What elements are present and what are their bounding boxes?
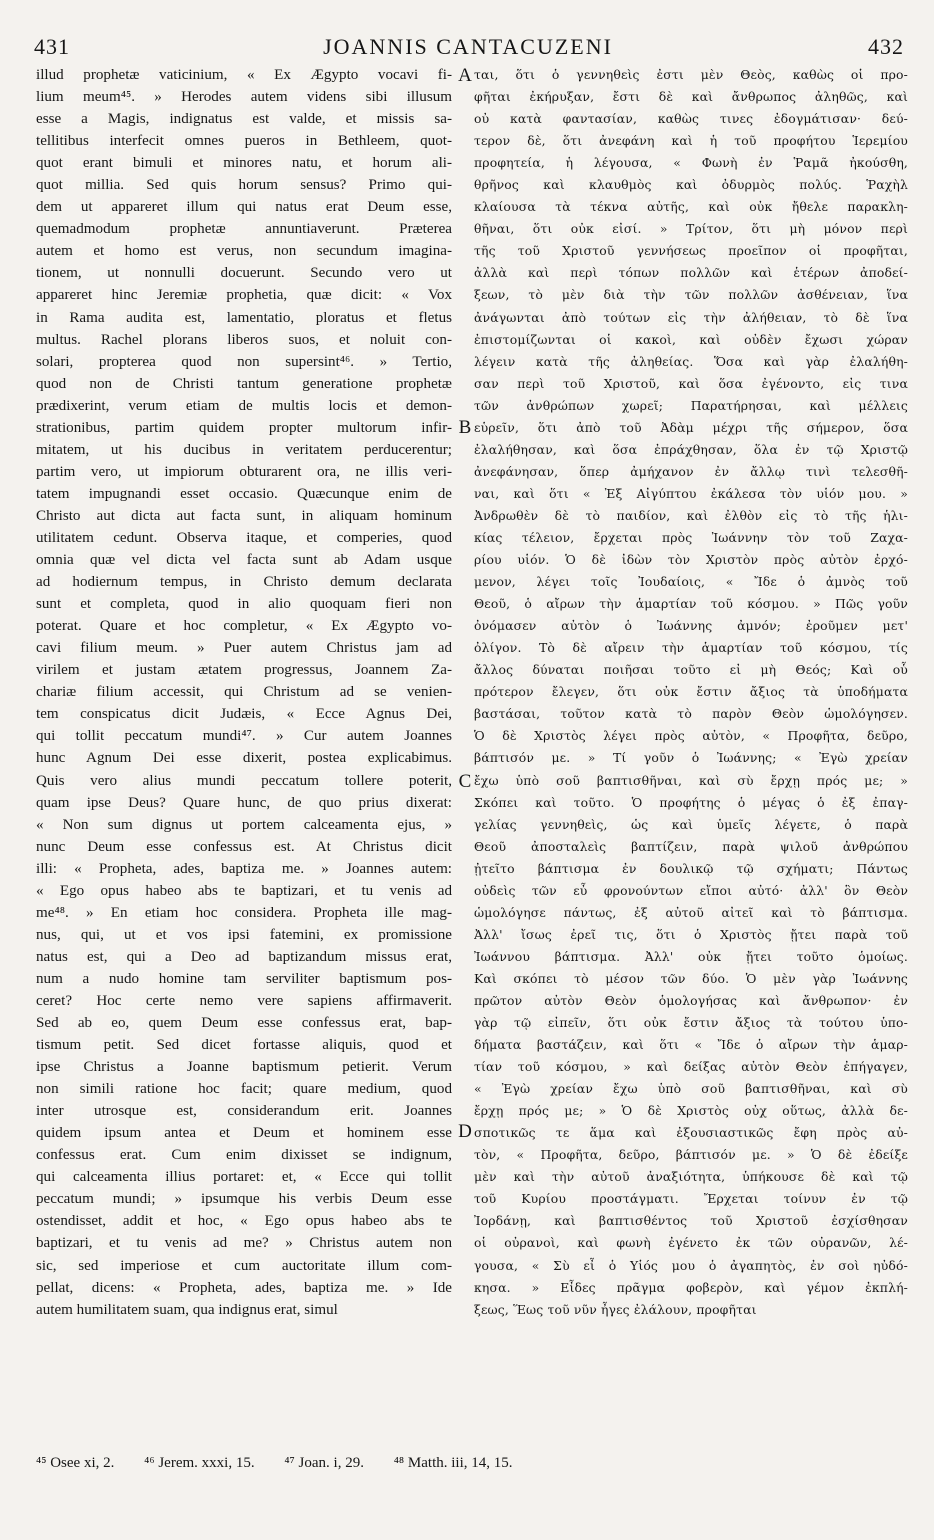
- latin-text-line: omnia quæ vel dicta vel facta sunt ab Adam usque: [36, 552, 452, 569]
- latin-text-line: cavi filium meum. » Puer autem Christus jam ad: [36, 640, 452, 657]
- latin-text-line: Christo aut dicta aut facta sunt, in aliquam hominum: [36, 507, 452, 524]
- greek-text-line: Ἰωάννου βάπτισμα. Ἀλλ' οὐκ ᾔτει τοῦτο ὁμοίως.: [474, 948, 908, 964]
- greek-text-line: Θεοῦ, ὁ αἴρων τὴν ἁμαρτίαν τοῦ κόσμου. » Πῶς γοῦν: [474, 596, 908, 612]
- latin-text-line: nunc Deum esse confessus est. At Christus dicit: [36, 838, 452, 855]
- greek-text-line: ᾐτεῖτο βάπτισμα ἐν δουλικῷ τῷ σχήματι; Πάντως: [474, 860, 908, 876]
- latin-text-line: prædixerint, verum etiam de multis locis et demon-: [36, 397, 452, 414]
- latin-text-line: strationibus, partim quidem propter multorum infir-: [36, 419, 452, 436]
- margin-marker-b: B: [458, 417, 472, 438]
- latin-text-line: mitatem, ut his ducibus in veritatem perducerentur;: [36, 441, 452, 458]
- greek-text-line: κίας τέλειον, ἔρχεται πρὸς Ἰωάννην τὸν τοῦ Ζαχα-: [474, 529, 908, 545]
- latin-text-line: pellat, dicens: « Propheta, ades, baptiza me. » Ide: [36, 1279, 452, 1296]
- latin-text-line: quot erant bimuli et minores natu, et horum ali-: [36, 155, 452, 172]
- greek-text-line: ὡμολόγησε πάντως, ἐξ αὐτοῦ αἰτεῖ καὶ τὸ βάπτισμα.: [474, 904, 908, 920]
- greek-text-line: μενον, λέγει τοῖς Ἰουδαίοις, « Ἴδε ὁ ἀμνὸς τοῦ: [474, 574, 908, 590]
- greek-text-line: τῶν ἀνθρώπων χωρεῖ; Παρατήρησαι, καὶ μέλλεις: [474, 397, 908, 413]
- greek-text-line: κλαίουσα τὰ τέκνα αὐτῆς, καὶ οὐκ ἤθελε παρακλη-: [474, 199, 908, 215]
- latin-text-line: inter utrosque est, considerandum erit. Joannes: [36, 1103, 452, 1120]
- greek-text-line: θῆναι, ὅτι οὐκ εἰσί. » Τρίτον, ὅτι μὴ μόνον περὶ: [474, 221, 908, 237]
- latin-text-line: virilem et justam ætatem progressus, Joannem Za-: [36, 662, 452, 679]
- greek-text-line: ξεως, Ἕως τοῦ νῦν ἦγες ἐλάλουν, προφῆται: [474, 1301, 757, 1317]
- latin-text-line: baptizari, et tu venis ad me? » Christus autem non: [36, 1235, 452, 1252]
- greek-text-line: τίαν τοῦ κόσμου, » καὶ δείξας αὐτὸν Θεὸν ἐπήγαγεν,: [474, 1059, 908, 1075]
- greek-text-line: σποτικῶς τε ἅμα καὶ ἐξουσιαστικῶς ἔφη πρὸς αὐ-: [474, 1125, 908, 1141]
- latin-text-line: peccatum mundi; » ipsumque his verbis Deum esse: [36, 1191, 452, 1208]
- latin-text-line: natus est, qui a Deo ad baptizandum missus erat,: [36, 948, 452, 965]
- greek-text-line: ἄλλος δύναται ποιῆσαι τοῦτο εἰ μὴ Θεός; Καὶ οὗ: [474, 662, 908, 678]
- latin-text-line: num a nudo homine tam serviliter baptismum pos-: [36, 970, 452, 987]
- footnote: ⁴⁵ Osee xi, 2.: [36, 1455, 115, 1471]
- greek-text-line: σαν περὶ τοῦ Χριστοῦ, καὶ ὅσα ἐγένοντο, εἰς τινα: [474, 375, 908, 391]
- latin-text-line: hunc Agnum Dei esse dixerit, postea explicabimus.: [36, 750, 452, 767]
- greek-text-line: τοῦ Κυρίου προστάγματι. Ἔρχεται τοίνυν ἐν τῷ: [474, 1191, 908, 1207]
- latin-text-line: sic, sed imperiose et cum auctoritate illum com-: [36, 1257, 452, 1274]
- latin-text-line: illi: « Propheta, ades, baptiza me. » Joannes autem:: [36, 860, 452, 877]
- latin-text-line: esse a Magis, indignatus est valde, et missis sa-: [36, 111, 452, 128]
- latin-text-line: non simili ratione hoc facit; quare medium, quod: [36, 1081, 452, 1098]
- latin-text-line: appareret hinc Jeremiæ prophetia, quæ dicit: « Vox: [36, 287, 452, 304]
- margin-marker-d: D: [458, 1121, 472, 1142]
- latin-text-line: qui calceamenta illius portaret: et, « Ecce qui tollit: [36, 1169, 452, 1186]
- latin-text-line: lium meum⁴⁵. » Herodes autem videns sibi illusum: [36, 89, 452, 106]
- greek-text-line: ἀλλὰ καὶ περὶ τόπων πολλῶν καὶ ἑτέρων ἀποδεί-: [474, 265, 908, 281]
- latin-text-line: tatem impugnandi esset occasio. Quæcunque enim de: [36, 485, 452, 502]
- margin-marker-c: C: [458, 771, 472, 792]
- greek-text-line: τὸν, « Προφῆτα, δεῦρο, βάπτισόν με. » Ὁ δὲ ἐδείξε: [474, 1147, 908, 1163]
- latin-text-line: dem ut appareret illum qui natus erat Deum esse,: [36, 199, 452, 216]
- greek-text-line: οἱ οὐρανοὶ, καὶ φωνὴ ἐγένετο ἐκ τῶν οὐρανῶν, λέ-: [474, 1235, 908, 1251]
- latin-text-line: quemadmodum prophetæ annuntiaverunt. Præterea: [36, 221, 452, 238]
- greek-text-line: ἀνάγωνται ἀπὸ τούτων εἰς τὴν ἀλήθειαν, τὸ δὲ ἵνα: [474, 309, 908, 325]
- greek-text-line: ἐπιστομίζωνται οἱ κακοὶ, καὶ οὐδὲν ἔχωσι χώραν: [474, 331, 908, 347]
- latin-text-line: autem et homo est verus, non secundum imagina-: [36, 243, 452, 260]
- latin-text-line: chariæ filium accessit, qui Christum ad se venien-: [36, 684, 452, 701]
- greek-text-line: μὲν καὶ τὴν αὐτοῦ ἀναξιότητα, ὑπήκουσε δὲ καὶ τῷ: [474, 1169, 908, 1185]
- greek-text-line: κησα. » Εἶδες πρᾶγμα φοβερὸν, καὶ γέμον ἐκπλή-: [474, 1279, 908, 1295]
- greek-text-line: γουσα, « Σὺ εἶ ὁ Υἱός μου ὁ ἀγαπητὸς, ἐν σοὶ ηὐδό-: [474, 1257, 908, 1273]
- greek-text-line: βαστάσαι, τοῦτον κατὰ τὸ παρὸν Θεὸν ὡμολόγησεν.: [474, 706, 908, 722]
- latin-text-line: « Ego opus habeo abs te baptizari, et tu venis ad: [36, 882, 452, 899]
- page-number-right: 432: [868, 34, 904, 59]
- greek-text-line: γελίας γεννηθεὶς, ὡς καὶ ὑμεῖς λέγετε, ὁ παρὰ: [474, 816, 908, 832]
- latin-text-line: Sed ab eo, quem Deum esse confessus erat, bap-: [36, 1015, 452, 1032]
- latin-text-line: Quis vero alius mundi peccatum tollere poterit,: [36, 772, 452, 789]
- greek-text-line: « Ἐγὼ χρείαν ἔχω ὑπὸ σοῦ βαπτισθῆναι, καὶ σὺ: [474, 1081, 908, 1097]
- greek-text-line: εὑρεῖν, ὅτι ἀπὸ τοῦ Ἀδὰμ μέχρι τῆς σήμερον, ὅσα: [474, 419, 908, 435]
- latin-text-line: partim vero, ut impiorum obturarent ora, ne illis veri-: [36, 463, 452, 480]
- greek-text-line: φῆται ἐκήρυξαν, ἔστι δὲ καὶ ἄνθρωπος ἀληθῶς, καὶ: [474, 89, 908, 105]
- greek-text-line: Ὁ δὲ Χριστὸς λέγει πρὸς αὐτὸν, « Προφῆτα, δεῦρο,: [474, 728, 908, 744]
- greek-text-line: ἔρχῃ πρός με; » Ὁ δὲ Χριστὸς οὐχ οὕτως, ἀλλὰ δε-: [474, 1103, 908, 1119]
- footnote: ⁴⁸ Matth. iii, 14, 15.: [393, 1455, 513, 1471]
- latin-text-line: solari, propterea quod non supersint⁴⁶. » Tertio,: [36, 353, 452, 370]
- latin-text-line: ceret? Hoc certe nemo vere sapiens affirmaverit.: [36, 992, 452, 1009]
- greek-text-line: γὰρ τῷ εἰπεῖν, ὅτι οὐκ ἔστιν ἄξιος τὰ τούτου ὑπο-: [474, 1015, 908, 1031]
- greek-text-line: Ἀλλ' ἴσως ἐρεῖ τις, ὅτι ὁ Χριστὸς ᾔτει παρὰ τοῦ: [474, 926, 908, 942]
- greek-text-line: οὐ κατὰ φαντασίαν, καθὼς τινες ἐδογμάτισαν· δεύ-: [474, 111, 908, 127]
- greek-text-line: ται, ὅτι ὁ γεννηθεὶς ἐστι μὲν Θεὸς, καθὼς οἱ προ-: [474, 67, 908, 82]
- latin-text-line: sunt et completa, quod in alio quoquam fieri non: [36, 596, 452, 613]
- latin-text-line: ad hodiernum tempus, in Christo demum declarata: [36, 574, 452, 591]
- greek-text-line: ὀλίγον. Τὸ δὲ αἴρειν τὴν ἁμαρτίαν τοῦ κόσμου, τίς: [474, 640, 908, 656]
- latin-text-line: poterat. Quare et hoc completur, « Ex Ægypto vo-: [36, 618, 452, 635]
- greek-text-line: πρῶτον αὐτὸν Θεὸν ὁμολογήσας καὶ ἄνθρωπον· ἐν: [474, 992, 908, 1008]
- latin-text-line: quod non de Christi tantum generatione prophetæ: [36, 375, 452, 392]
- greek-text-line: ἔχω ὑπὸ σοῦ βαπτισθῆναι, καὶ σὺ ἔρχῃ πρός με; »: [474, 772, 908, 788]
- greek-text-line: τῆς τοῦ Χριστοῦ γεννήσεως προεῖπον οἱ προφῆται,: [474, 243, 908, 259]
- greek-text-line: τερον δὲ, ὅτι ἀνεφάνη καὶ ἡ τοῦ προφήτου Ἱερεμίου: [474, 133, 908, 149]
- greek-text-line: δήματα βαστάζειν, καὶ ὅτι « Ἴδε ὁ αἴρων τὴν ἁμαρ-: [474, 1037, 908, 1053]
- latin-text-line: quam ipse Deus? Quare hunc, de quo prius dixerat:: [36, 794, 452, 811]
- latin-text-line: in Rama audita est, lamentatio, ploratus et fletus: [36, 309, 452, 326]
- greek-text-line: προφητεία, ἡ λέγουσα, « Φωνὴ ἐν Ῥαμᾶ ἠκούσθη,: [474, 155, 908, 171]
- greek-text-line: λέγειν κατὰ τῆς ἀληθείας. Ὅσα καὶ γὰρ ἐλαλήθη-: [474, 353, 908, 369]
- greek-text-line: ὀνόμασεν αὐτὸν ὁ Ἰωάννης ἀμνόν; ἐροῦμεν μετ': [474, 618, 908, 634]
- greek-text-line: Σκόπει καὶ τοῦτο. Ὁ προφήτης ὁ μέγας ὁ ἐξ ἐπαγ-: [474, 794, 908, 810]
- greek-text-line: θρῆνος καὶ κλαυθμὸς καὶ ὀδυρμὸς πολύς. Ῥαχὴλ: [474, 177, 908, 193]
- greek-text-line: Θεοῦ ἀποσταλεὶς βαπτίζειν, παρὰ ψιλοῦ ἀνθρώπου: [474, 838, 908, 854]
- page-header: [30, 34, 906, 60]
- latin-column: [36, 64, 452, 1444]
- greek-text-line: Ἀνδρωθὲν δὲ τὸ παιδίον, καὶ ἐλθὸν εἰς τὸ τῆς ἡλι-: [474, 507, 908, 523]
- footnote: ⁴⁷ Joan. i, 29.: [284, 1455, 364, 1471]
- latin-text-line: quot millia. Sed quis horum sensus? Primo qui-: [36, 177, 452, 194]
- latin-text-line: tellitibus interfecit omnes pueros in Bethleem, quot-: [36, 133, 452, 150]
- latin-text-line: me⁴⁸. » En etiam hoc considera. Propheta ille mag-: [36, 904, 452, 921]
- greek-column: [474, 64, 908, 1444]
- greek-text-line: ναι, καὶ ὅτι « Ἐξ Αἰγύπτου ἐκάλεσα τὸν υἱόν μου. »: [474, 485, 908, 501]
- running-title: JOANNIS CANTACUZENI: [323, 34, 613, 59]
- latin-text-line: qui tollit peccatum mundi⁴⁷. » Cur autem Joannes: [36, 728, 452, 745]
- greek-text-line: ρίου υἱόν. Ὁ δὲ ἰδὼν τὸν Χριστὸν πρὸς αὐτὸν ἐρχό-: [474, 552, 908, 568]
- latin-text-line: ipse Christus a Joanne baptismum petierit. Verum: [36, 1059, 452, 1076]
- latin-text-line: confessus erat. Cum enim dixisset se indignum,: [36, 1147, 452, 1164]
- footnote: ⁴⁶ Jerem. xxxi, 15.: [144, 1455, 255, 1471]
- greek-text-line: ἀνεφάνησαν, ὅπερ ἀμήχανον ἐν ἄλλῳ τινὶ τελεσθῆ-: [474, 463, 908, 479]
- latin-text-line: quidem ipsum antea et Deum et hominem esse: [36, 1125, 452, 1142]
- greek-text-line: πρότερον ἔλεγεν, ὅτι οὐκ ἔστιν ἄξιος τὰ ὑποδήματα: [474, 684, 908, 700]
- latin-text-line: tionem, ut nonnulli docuerunt. Secundo vero ut: [36, 265, 452, 282]
- latin-text-line: utilitatem cedunt. Observa itaque, et comperies, quod: [36, 529, 452, 546]
- latin-text-line: « Non sum dignus ut portem calceamenta ejus, »: [36, 816, 452, 833]
- page-number-left: 431: [34, 34, 70, 59]
- latin-text-line: ostendisset, addit et hoc, « Ego opus habeo abs te: [36, 1213, 452, 1230]
- margin-marker-a: A: [458, 65, 472, 86]
- greek-text-line: οὐδεὶς τῶν εὖ φρονούντων εἴποι αὐτό· ἀλλ' ὃν Θεὸν: [474, 882, 908, 898]
- greek-text-line: βάπτισόν με. » Τί γοῦν ὁ Ἰωάννης; « Ἐγὼ χρείαν: [474, 750, 908, 766]
- latin-text-line: tem conspicatus dicit Judæis, « Ecce Agnus Dei,: [36, 706, 452, 723]
- greek-text-line: ἐλαλήθησαν, καὶ ὅσα ἐπράχθησαν, ὅλα ἐν τῷ Χριστῷ: [474, 441, 908, 457]
- footnotes: [36, 1451, 898, 1475]
- latin-text-line: autem humilitatem suam, qua indignus erat, simul: [36, 1301, 338, 1318]
- greek-text-line: Καὶ σκόπει τὸ μέσον τῶν δύο. Ὁ μὲν γὰρ Ἰωάννης: [474, 970, 908, 986]
- latin-text-line: tismum petit. Sed dicet fortasse aliquis, quod et: [36, 1037, 452, 1054]
- greek-text-line: Ἰορδάνῃ, καὶ βαπτισθέντος τοῦ Χριστοῦ ἐσχίσθησαν: [474, 1213, 908, 1229]
- greek-text-line: ξεων, τὸ μὲν διὰ τὴν τῶν πολλῶν ἀσθένειαν, ἵνα: [474, 287, 908, 303]
- latin-text-line: nus, qui, ut et vos ipsi fatemini, ex promissione: [36, 926, 452, 943]
- latin-text-line: illud prophetæ vaticinium, « Ex Ægypto vocavi fi-: [36, 67, 452, 83]
- latin-text-line: multus. Rachel plorans liberos suos, et noluit con-: [36, 331, 452, 348]
